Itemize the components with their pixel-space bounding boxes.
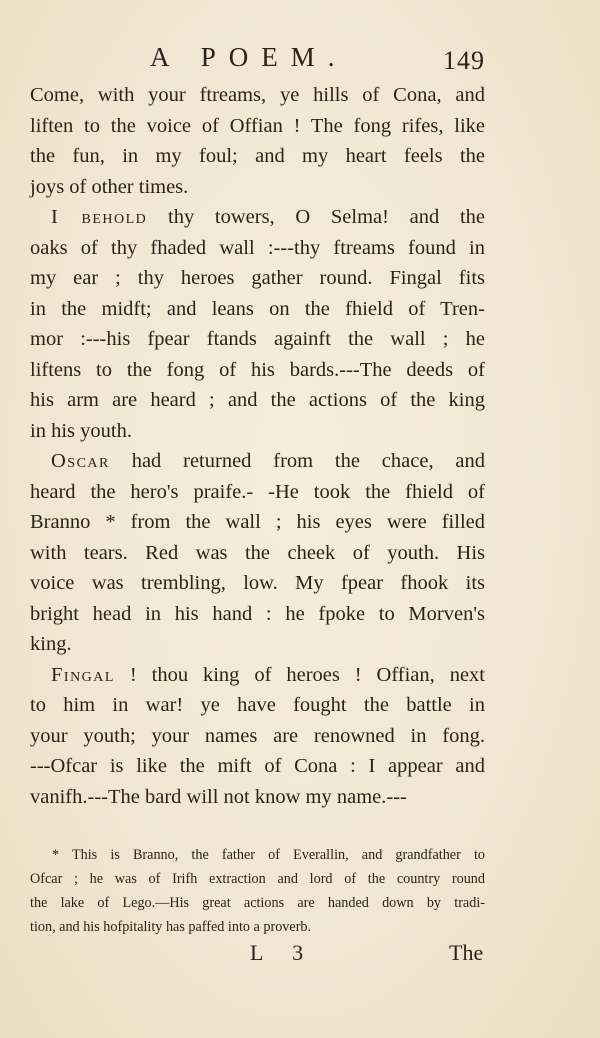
footnote <box>30 843 485 939</box>
text-line: my ear ; thy heroes gather round. Fingal fits <box>30 267 485 289</box>
text-line: heard the hero's praife.- -He took the fhield of <box>30 480 485 503</box>
paragraph-lead: Fingal <box>51 663 115 686</box>
text-line: your youth; your names are renowned in fong. <box>30 724 485 747</box>
paragraph-lead: Oscar <box>51 450 110 472</box>
text-line: vanifh.---The bard will not know my name.--- <box>30 785 407 808</box>
text-line: in the midft; and leans on the fhield of Tren- <box>30 297 485 320</box>
catchword: The <box>449 940 484 965</box>
text-line: the fun, in my foul; and my heart feels the <box>30 145 485 167</box>
text-line: liftens to the fong of his bards.---The deeds of <box>30 358 485 381</box>
text-line: Branno * from the wall ; his eyes were filled <box>30 511 485 533</box>
text-line: Come, with your ftreams, ye hills of Cona, and <box>30 84 485 106</box>
text-line: king. <box>30 633 72 655</box>
text-line: in his youth. <box>30 419 132 442</box>
text-line: oaks of thy fhaded wall :---thy ftreams found in <box>30 236 485 259</box>
text-line: his arm are heard ; and the actions of the king <box>30 389 485 411</box>
signature-mark: L 3 <box>250 940 316 965</box>
page-header <box>0 40 600 80</box>
text-line: liften to the voice of Offian ! The fong rifes, like <box>30 114 485 137</box>
running-title: A POEM. <box>150 42 348 72</box>
text-line: voice was trembling, low. My fpear fhook its <box>30 572 485 594</box>
text-line: I behold thy towers, O Selma! and the <box>51 206 485 228</box>
footnote-line: the lake of Lego.—His great actions are handed down by tradi- <box>30 895 485 911</box>
text-line: Oscar had returned from the chace, and <box>51 450 485 472</box>
paragraph-lead: I behold <box>51 206 148 228</box>
body-text <box>30 80 485 812</box>
text-line: mor :---his fpear ftands againft the wall ; he <box>30 328 485 350</box>
footnote-line: * This is Branno, the father of Everallin, and grandfather to <box>52 847 485 863</box>
footnote-line: Ofcar ; he was of Irifh extraction and lord of the country round <box>30 871 485 887</box>
page-number: 149 <box>443 46 485 75</box>
text-line: joys of other times. <box>30 175 189 198</box>
text-line: bright head in his hand : he fpoke to Morven's <box>30 602 485 625</box>
text-line: ---Ofcar is like the mift of Cona : I appear and <box>30 755 485 777</box>
text-line: to him in war! ye have fought the battle in <box>30 694 485 716</box>
text-line: with tears. Red was the cheek of youth. His <box>30 541 485 564</box>
text-line: Fingal ! thou king of heroes ! Offian, next <box>51 663 485 686</box>
footnote-line: tion, and his hofpitality has paffed into a proverb. <box>30 919 312 935</box>
